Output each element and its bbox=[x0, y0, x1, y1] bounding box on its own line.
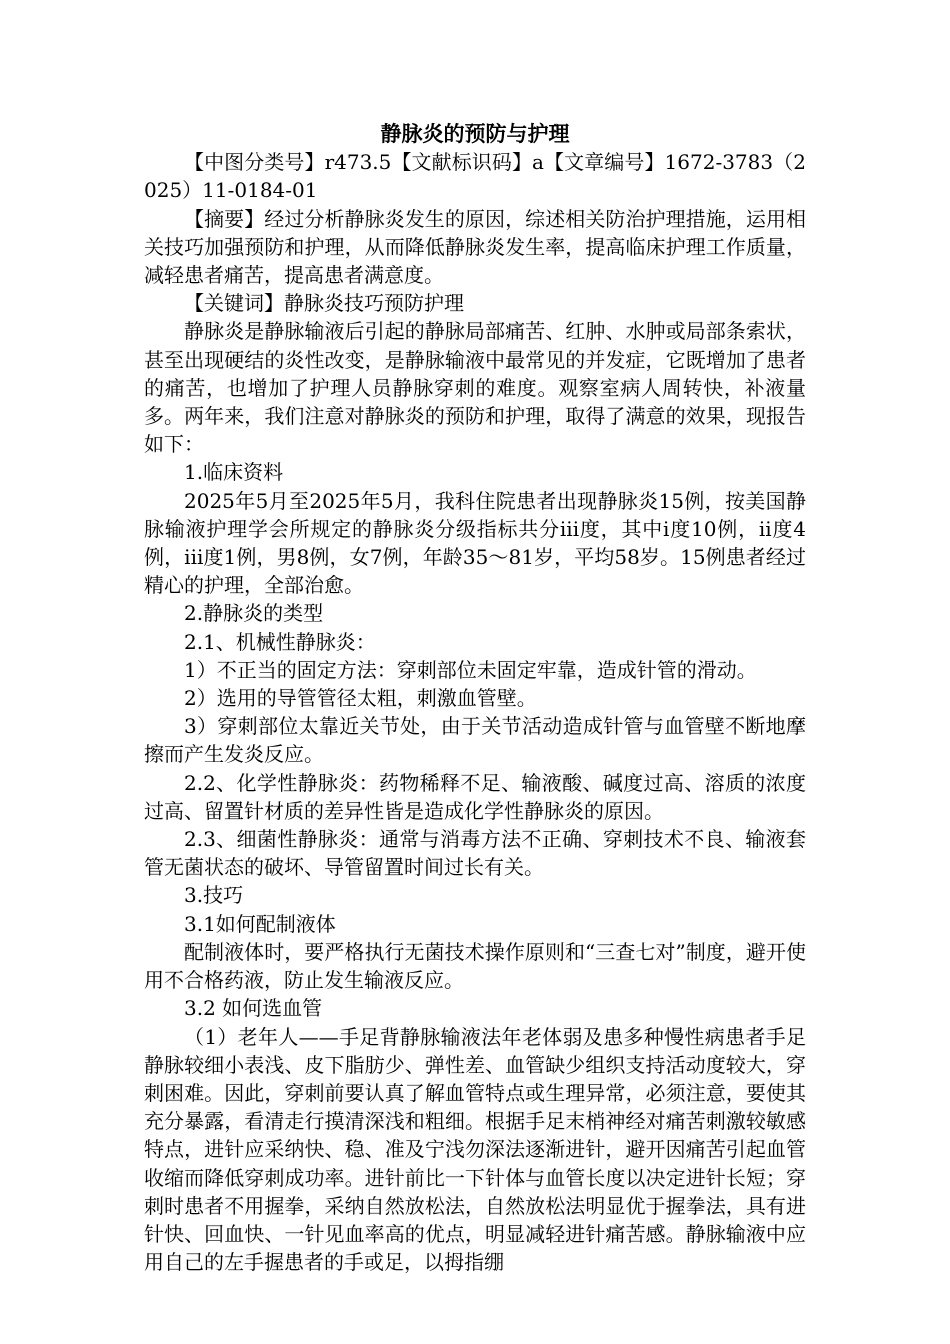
subsection-heading-2-1: 2.1、机械性静脉炎： bbox=[184, 629, 376, 654]
intro-paragraph: 静脉炎是静脉输液后引起的静脉局部痛苦、红肿、水肿或局部条索状，甚至出现硬结的炎性改变，是静脉输液中最常见的并发症，它既增加了患者的痛苦，也增加了护理人员静脉穿刺的难度。观察室病人周转快，补液量多。两年来，我们注意对静脉炎的预防和护理，取得了满意的效果，现报告如下： bbox=[144, 319, 806, 457]
keywords-paragraph: 【关键词】静脉炎技巧预防护理 bbox=[184, 291, 464, 316]
section-heading-3: 3.技巧 bbox=[184, 883, 244, 908]
subsection-heading-3-1: 3.1如何配制液体 bbox=[184, 911, 336, 936]
list-item-1: 1）不正当的固定方法：穿刺部位未固定牢靠，造成针管的滑动。 bbox=[184, 657, 757, 682]
section-heading-1: 1.临床资料 bbox=[184, 460, 284, 485]
classification-line: 【中图分类号】r473.5【文献标识码】a【文章编号】1672-3783（2025）11-0184-01 bbox=[144, 150, 806, 203]
document-title: 静脉炎的预防与护理 bbox=[380, 121, 570, 146]
document-page bbox=[144, 120, 806, 1276]
list-item-3: 3）穿刺部位太靠近关节处，由于关节活动造成针管与血管壁不断地摩擦而产生发炎反应。 bbox=[144, 714, 806, 767]
clinical-data-paragraph: 2025年5月至2025年5月，我科住院患者出现静脉炎15例，按美国静脉输液护理学会所规定的静脉炎分级指标共分iii度，其中i度10例，ii度4例，iii度1例，男8例，女7例，年龄35～81岁，平均58岁。15例患者经过精心的护理，全部治愈。 bbox=[144, 488, 806, 598]
list-item-2: 2）选用的导管管径太粗，刺激血管壁。 bbox=[184, 686, 537, 711]
section-heading-2: 2.静脉炎的类型 bbox=[184, 601, 324, 626]
subsection-3-2-paragraph: （1）老年人——手足背静脉输液法年老体弱及患多种慢性病患者手足静脉较细小表浅、皮下脂肪少、弹性差、血管缺少组织支持活动度较大，穿刺困难。因此，穿刺前要认真了解血管特点或生理异常，必须注意，要使其充分暴露，看清走行摸清深浅和粗细。根据手足末梢神经对痛苦刺激较敏感特点，进针应采纳快、稳、准及宁浅勿深法逐渐进针，避开因痛苦引起血管收缩而降低穿刺成功率。进针前比一下针体与血管长度以决定进针长短；穿刺时患者不用握拳，采纳自然放松法，自然放松法明显优于握拳法，具有进针快、回血快、一针见血率高的优点，明显减轻进针痛苦感。静脉输液中应用自己的左手握患者的手或足，以拇指绷 bbox=[144, 1024, 806, 1275]
subsection-heading-3-2: 3.2 如何选血管 bbox=[184, 996, 323, 1021]
subsection-2-3-paragraph: 2.3、细菌性静脉炎：通常与消毒方法不正确、穿刺技术不良、输液套管无菌状态的破坏、导管留置时间过长有关。 bbox=[144, 827, 806, 880]
subsection-3-1-paragraph: 配制液体时，要严格执行无菌技术操作原则和“三查七对”制度，避开使用不合格药液，防止发生输液反应。 bbox=[144, 939, 806, 993]
abstract-paragraph: 【摘要】经过分析静脉炎发生的原因，综述相关防治护理措施，运用相关技巧加强预防和护理，从而降低静脉炎发生率，提高临床护理工作质量，减轻患者痛苦，提高患者满意度。 bbox=[144, 206, 806, 288]
subsection-2-2-paragraph: 2.2、化学性静脉炎：药物稀释不足、输液酸、碱度过高、溶质的浓度过高、留置针材质的差异性皆是造成化学性静脉炎的原因。 bbox=[144, 770, 806, 823]
